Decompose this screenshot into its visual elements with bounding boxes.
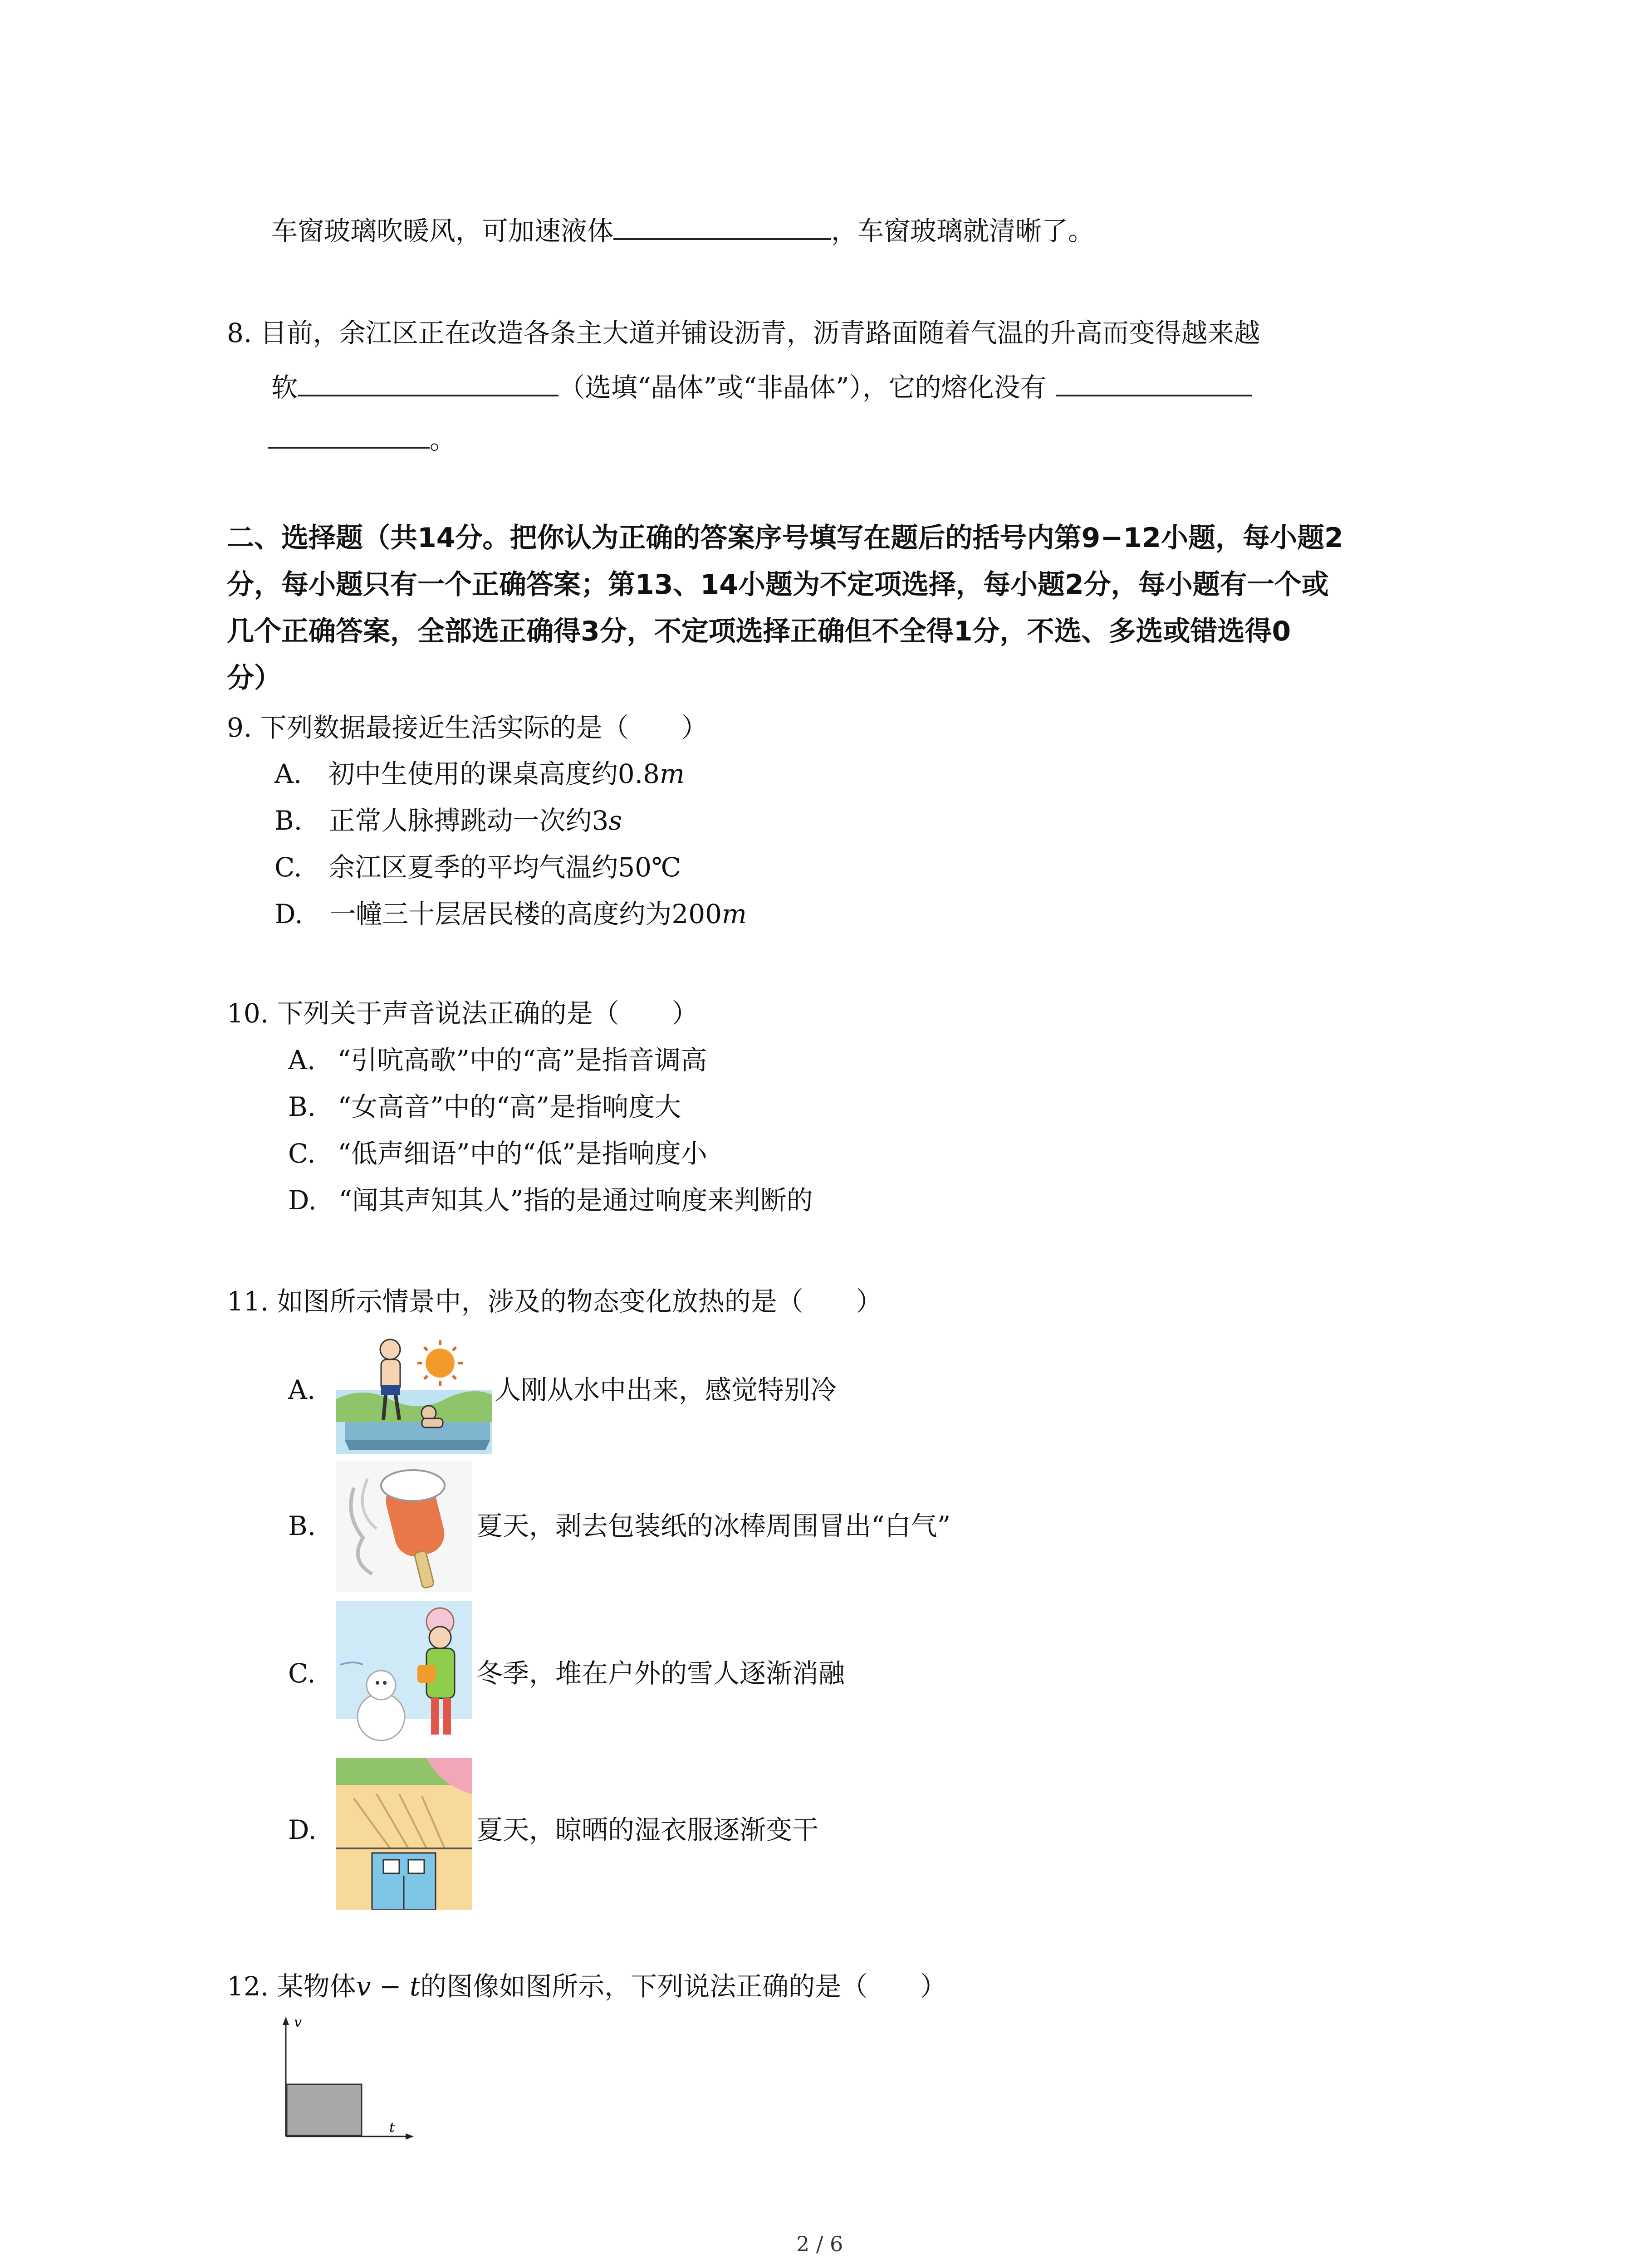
page-number: 2 / 6 (796, 2232, 843, 2256)
drying-clothes-illustration (336, 1758, 472, 1910)
q10-option-d-label: D. (288, 1185, 317, 1216)
q8-number: 8. (227, 318, 252, 348)
q7-continuation (271, 213, 1094, 247)
q8-line1-text: 目前，余江区正在改造各条主大道并铺设沥青，沥青路面随着气温的升高而变得越来越 (260, 318, 1260, 348)
q9-option-c-text: 余江区夏季的平均气温约50℃ (328, 852, 681, 883)
q8-answer-blank-2-cont[interactable] (268, 422, 430, 449)
q9-option-a[interactable] (274, 758, 685, 790)
q11-option-b-text: 夏天，剥去包装纸的冰棒周围冒出“白气” (476, 1510, 951, 1541)
q8-answer-blank-2[interactable] (1056, 370, 1252, 396)
q10-stem: 10. 下列关于声音说法正确的是（ ） (227, 998, 698, 1029)
q10-option-d[interactable] (288, 1185, 813, 1217)
q10-option-b-text: “女高音”中的“高”是指响度大 (338, 1091, 681, 1122)
q8-line3-after: 。 (430, 424, 456, 455)
v-t-graph-shaded-area (287, 2084, 362, 2136)
q11-option-b-label[interactable]: B. (288, 1510, 316, 1541)
q9-option-d-label: D. (274, 899, 303, 929)
v-t-graph-y-label: v (294, 2014, 302, 2030)
q11-option-d-label[interactable]: D. (288, 1814, 317, 1845)
q8-line2-before: 软 (271, 372, 298, 403)
q10-option-c-text: “低声细语”中的“低”是指响度小 (338, 1138, 707, 1169)
q9-stem: 9. 下列数据最接近生活实际的是（ ） (227, 712, 708, 743)
q7-text-before: 车窗玻璃吹暖风，可加速液体 (271, 215, 614, 247)
q9-option-a-label: A. (274, 758, 302, 789)
q11-stem: 11. 如图所示情景中，涉及的物态变化放热的是（ ） (227, 1286, 882, 1317)
v-t-graph (277, 2014, 417, 2146)
q9-option-c-label: C. (274, 852, 302, 883)
section2-line2: 分，每小题只有一个正确答案；第13、14小题为不定项选择，每小题2分，每小题有一个或 (227, 569, 1329, 601)
q11-option-c-text: 冬季，堆在户外的雪人逐渐消融 (476, 1658, 845, 1689)
q10-option-c-label: C. (288, 1138, 316, 1169)
q11-option-d-text: 夏天，晾晒的湿衣服逐渐变干 (476, 1814, 819, 1845)
q7-text-after: ，车窗玻璃就清晰了。 (831, 215, 1095, 247)
q9-option-b-text: 正常人脉搏跳动一次约3 (328, 805, 609, 836)
q9-option-b[interactable] (274, 805, 622, 837)
q9-option-d-text: 一幢三十层居民楼的高度约为200 (329, 899, 722, 929)
q9-option-b-label: B. (274, 805, 303, 836)
q10-option-a[interactable] (288, 1045, 707, 1076)
q11-option-a-text: 人刚从水中出来，感觉特别冷 (495, 1374, 837, 1405)
q10-option-a-label: A. (288, 1045, 316, 1075)
q8-line1 (227, 318, 1260, 349)
q9-option-c[interactable] (274, 852, 681, 884)
q11-option-c-label[interactable]: C. (288, 1658, 316, 1689)
q12-var-v: v (356, 1971, 371, 2002)
section2-line4: 分） (227, 662, 281, 694)
q9-option-a-text: 初中生使用的课桌高度约0.8 (328, 758, 660, 789)
section2-line1: 二、选择题（共14分。把你认为正确的答案序号填写在题后的括号内第9−12小题，每小题2 (227, 522, 1343, 554)
q11-option-a-label[interactable]: A. (288, 1374, 316, 1405)
q10-option-b[interactable] (288, 1091, 681, 1123)
q10-option-a-text: “引吭高歌”中的“高”是指音调高 (337, 1045, 707, 1075)
q9-option-d-unit: m (722, 899, 747, 929)
q8-line2 (271, 370, 1252, 404)
q9-option-a-unit: m (660, 758, 685, 789)
q12-stem-before: 12. 某物体 (227, 1971, 356, 2002)
q10-option-d-text: “闻其声知其人”指的是通过响度来判断的 (338, 1185, 813, 1216)
q10-option-c[interactable] (288, 1138, 707, 1170)
popsicle-illustration (336, 1461, 472, 1592)
q9-option-b-unit: s (608, 805, 622, 836)
q12-var-t: t (409, 1971, 421, 2002)
q8-line3 (268, 422, 456, 456)
q9-option-d[interactable] (274, 899, 747, 930)
v-t-graph-x-label: t (389, 2120, 395, 2136)
q12-stem (227, 1971, 946, 2003)
section2-line3: 几个正确答案，全部选正确得3分，不定项选择正确但不全得1分，不选、多选或错选得0 (227, 616, 1291, 647)
q12-minus: − (371, 1971, 410, 2002)
q7-answer-blank[interactable] (613, 213, 831, 240)
q12-stem-after: 的图像如图所示，下列说法正确的是（ ） (420, 1971, 947, 2002)
swimmer-illustration (336, 1331, 492, 1454)
snowman-illustration (336, 1601, 472, 1751)
q8-answer-blank-1[interactable] (298, 370, 558, 396)
q10-option-b-label: B. (288, 1091, 316, 1122)
q8-line2-mid: （选填“晶体”或“非晶体”），它的熔化没有 (558, 372, 1047, 403)
